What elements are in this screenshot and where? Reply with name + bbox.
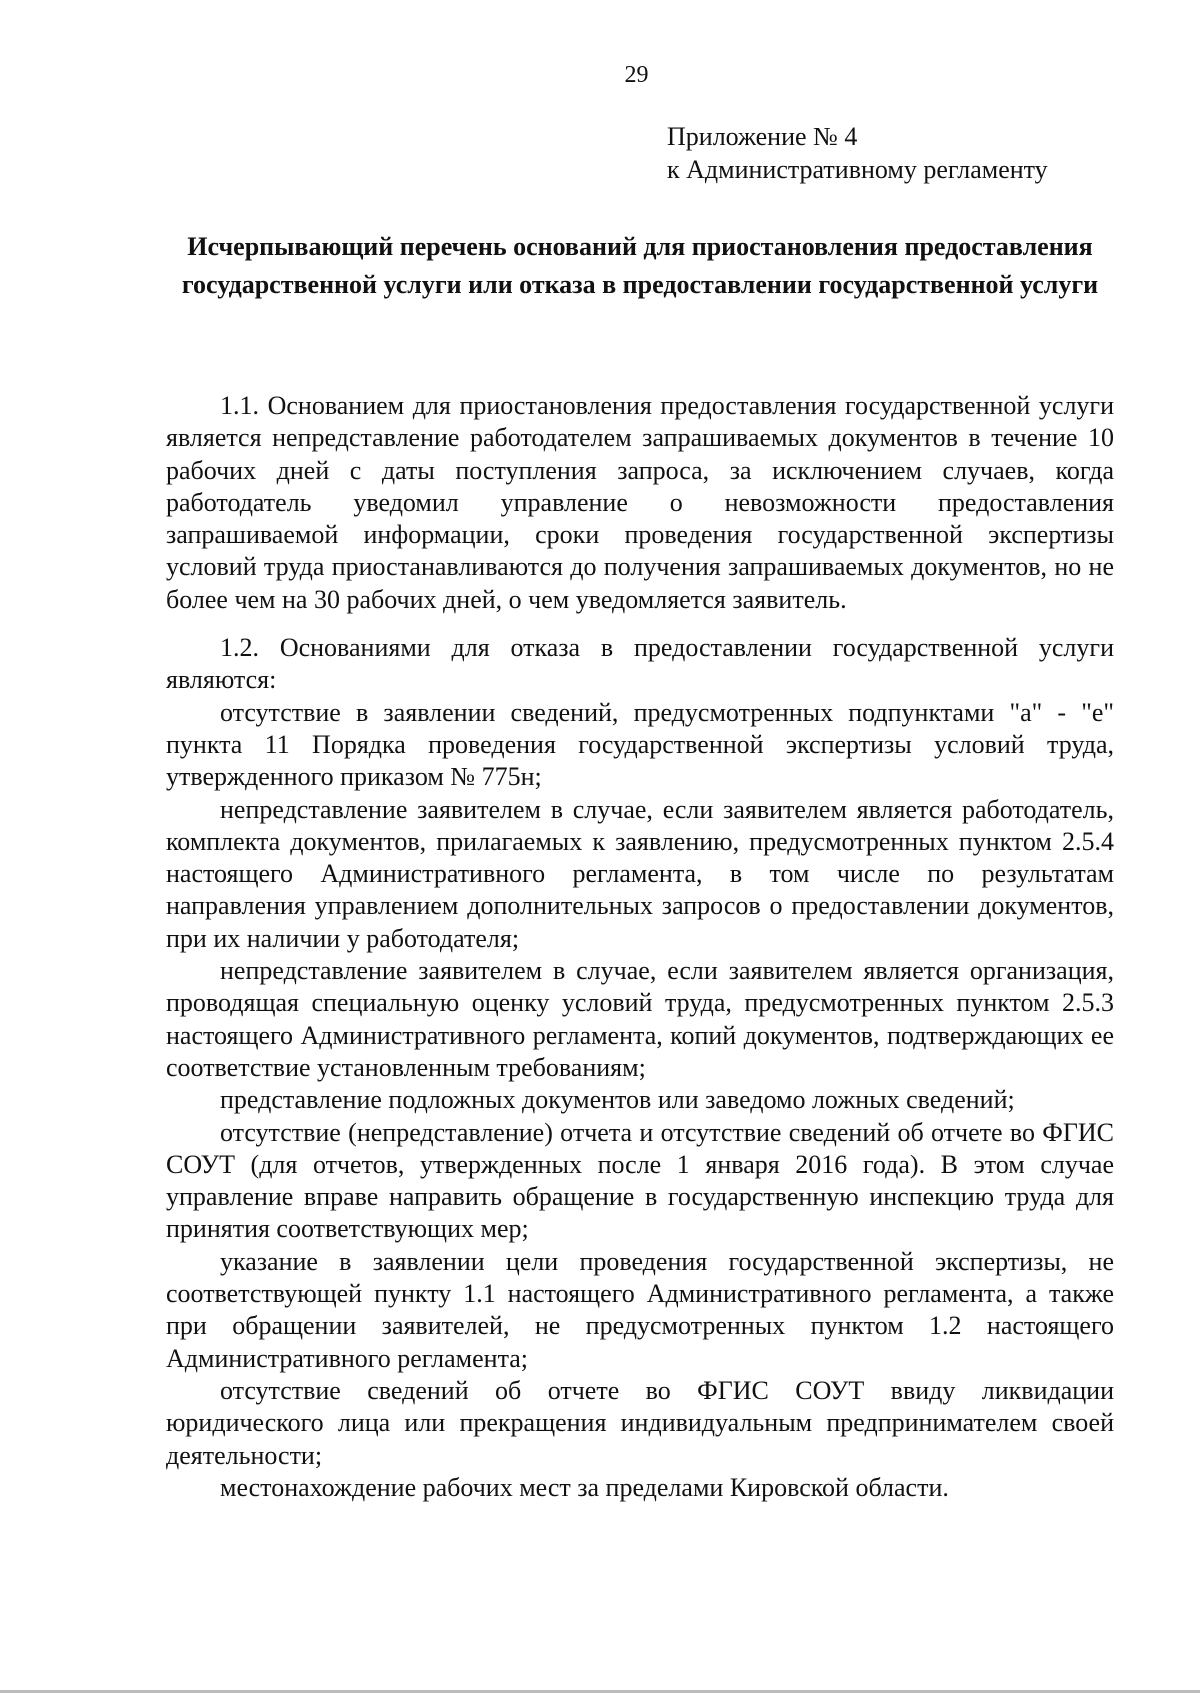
refusal-ground-missing-info: отсутствие в заявлении сведений, предусмотренных подпунктами "а" - "е" пункта 11 Порядка проведения государственной экспертизы условий труда, утвержденного приказом № 775н; xyxy=(166,697,1114,792)
appendix-number: Приложение № 4 xyxy=(667,122,858,151)
paragraph-1-2: 1.2. Основаниями для отказа в предоставлении государственной услуги являются: xyxy=(166,633,1114,695)
page-number: 29 xyxy=(624,62,649,88)
appendix-regulation: к Административному регламенту xyxy=(667,155,1048,184)
refusal-ground-organization-docs: непредставление заявителем в случае, если заявителем является организация, проводящая специальную оценку условий труда, предусмотренных пунктом 2.5.3 настоящего Административного регламента, копий документов, подтверждающих ее соответствие установленным требованиям; xyxy=(166,956,1114,1082)
refusal-ground-wrong-purpose: указание в заявлении цели проведения государственной экспертизы, не соответствующей пункту 1.1 настоящего Административного регламента, а также при обращении заявителей, не предусмотренных пунктом 1.2 настоящего Административного регламента; xyxy=(166,1246,1114,1373)
appendix-reference xyxy=(667,120,1048,186)
refusal-ground-employer-docs: непредставление заявителем в случае, если заявителем является работодатель, комплекта документов, прилагаемых к заявлению, предусмотренных пунктом 2.5.4 настоящего Административного регламента, в том числе по результатам направления управлением дополнительных запросов о предоставлении документов, при их наличии у работодателя; xyxy=(166,794,1114,953)
document-title: Исчерпывающий перечень оснований для приостановления предоставления государственной услуги или отказа в предоставлении государственной услуги xyxy=(181,232,1099,299)
refusal-ground-location: местонахождение рабочих мест за пределами Кировской области. xyxy=(220,1472,949,1502)
refusal-ground-forged-docs: представление подложных документов или заведомо ложных сведений; xyxy=(220,1085,1015,1115)
refusal-ground-liquidation: отсутствие сведений об отчете во ФГИС СОУТ ввиду ликвидации юридического лица или прекращения индивидуальным предпринимателем своей деятельности; xyxy=(166,1375,1114,1470)
document-body xyxy=(166,390,1114,1504)
refusal-ground-missing-report: отсутствие (непредставление) отчета и отсутствие сведений об отчете во ФГИС СОУТ (для отчетов, утвержденных после 1 января 2016 года). В этом случае управление вправе направить обращение в государственную инспекцию труда для принятия соответствующих мер; xyxy=(166,1117,1114,1244)
paragraph-1-1: 1.1. Основанием для приостановления предоставления государственной услуги является непредставление работодателем запрашиваемых документов в течение 10 рабочих дней с даты поступления запроса, за исключением случаев, когда работодатель уведомил управление о невозможности предоставления запрашиваемой информации, сроки проведения государственной экспертизы условий труда приостанавливаются до получения запрашиваемых документов, но не более чем на 30 рабочих дней, о чем уведомляется заявитель. xyxy=(166,391,1114,614)
